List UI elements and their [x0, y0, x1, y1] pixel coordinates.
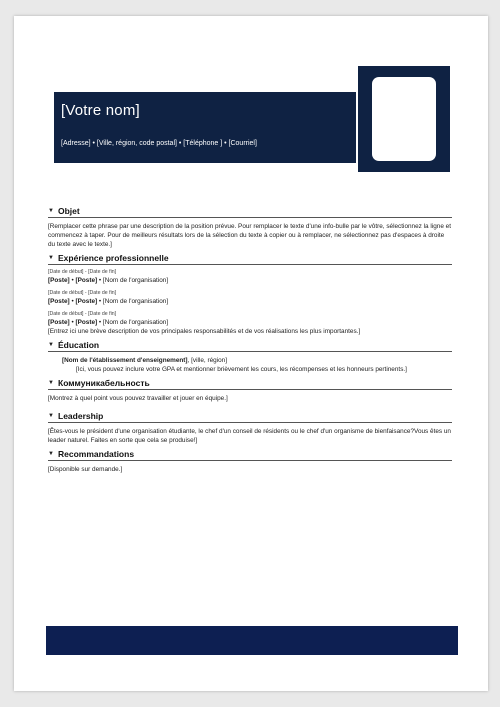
section-text[interactable]: [Montrez à quel point vous pouvez travailler et jouer en équipe.] — [48, 395, 228, 402]
job-title: [Poste] — [75, 319, 98, 326]
job-title: [Poste] — [75, 298, 98, 305]
separator: • — [69, 319, 76, 326]
job-entry — [48, 311, 452, 336]
school-name: [Nom de l'établissement d'enseignement] — [62, 357, 188, 364]
job-entry — [48, 269, 452, 285]
photo-frame — [358, 66, 450, 172]
section-text[interactable]: [Remplacer cette phrase par une description de la position prévue. Pour remplacer le texte d'une info-bulle par le vôtre, sélectionnez la ligne et commencez à taper. Pour de meilleurs résultats lors de la sélection du texte à copier ou à remplacer, ne sélectionnez pas d'espaces à droite du texte avec le texte.] — [48, 223, 451, 248]
job-description[interactable]: [Entrez ici une brève description de vos principales responsabilités et de vos réalisations les plus importantes.] — [48, 328, 361, 335]
section-header[interactable] — [48, 206, 452, 218]
section-title: Objet — [58, 206, 80, 216]
collapse-triangle-icon[interactable]: ▼ — [48, 380, 54, 386]
job-dates[interactable]: [Date de début] - [Date de fin] — [48, 269, 117, 275]
section-header[interactable] — [48, 449, 452, 461]
section-education — [48, 340, 452, 374]
separator: • — [69, 277, 76, 284]
section-text[interactable]: [Disponible sur demande.] — [48, 466, 123, 473]
separator: • — [69, 298, 76, 305]
job-title: [Poste] — [48, 298, 70, 305]
collapse-triangle-icon[interactable]: ▼ — [48, 451, 54, 457]
collapse-triangle-icon[interactable]: ▼ — [48, 413, 54, 419]
header-band — [54, 92, 356, 163]
section-header[interactable] — [48, 253, 452, 265]
job-title: [Poste] — [48, 319, 70, 326]
section-objet — [48, 206, 452, 249]
organization-name: • [Nom de l'organisation] — [97, 277, 169, 284]
section-experience — [48, 253, 452, 336]
school-line[interactable] — [48, 356, 452, 365]
candidate-name[interactable]: [Votre nom] — [61, 102, 140, 119]
photo-placeholder[interactable] — [372, 77, 436, 161]
education-description[interactable]: [Ici, vous pouvez inclure votre GPA et mentionner brièvement les cours, les récompenses et les honneurs pertinents.] — [76, 366, 407, 373]
resume-page — [14, 16, 488, 691]
education-description-wrap — [48, 365, 452, 374]
job-title-line[interactable] — [48, 318, 452, 327]
job-dates[interactable]: [Date de début] - [Date de fin] — [48, 290, 117, 296]
section-leadership — [48, 411, 452, 445]
section-header[interactable] — [48, 340, 452, 352]
section-communication — [48, 378, 452, 403]
job-title-line[interactable] — [48, 297, 452, 306]
organization-name: • [Nom de l'organisation] — [97, 298, 169, 305]
section-title: Expérience professionnelle — [58, 253, 169, 263]
job-title: [Poste] — [75, 277, 98, 284]
resume-content — [48, 206, 452, 478]
contact-line[interactable]: [Adresse] • [Ville, région, code postal] • [Téléphone ] • [Courriel] — [61, 140, 257, 147]
section-recommandations — [48, 449, 452, 474]
organization-name: • [Nom de l'organisation] — [97, 319, 169, 326]
section-title: Коммуникабельность — [58, 378, 150, 388]
section-text[interactable]: [Êtes-vous le président d'une organisation étudiante, le chef d'un conseil de résidents ou le chef d'un organisme de bienfaisance?Vous êtes un leader naturel. Faites en sorte que cela se produise!] — [48, 428, 451, 444]
school-location: , [ville, région] — [187, 357, 227, 364]
section-title: Éducation — [58, 340, 100, 350]
collapse-triangle-icon[interactable]: ▼ — [48, 208, 54, 214]
section-title: Recommandations — [58, 449, 135, 459]
section-header[interactable] — [48, 378, 452, 390]
section-title: Leadership — [58, 411, 104, 421]
section-header[interactable] — [48, 411, 452, 423]
job-dates[interactable]: [Date de début] - [Date de fin] — [48, 311, 117, 317]
job-title: [Poste] — [48, 277, 70, 284]
collapse-triangle-icon[interactable]: ▼ — [48, 255, 54, 261]
job-title-line[interactable] — [48, 276, 452, 285]
collapse-triangle-icon[interactable]: ▼ — [48, 342, 54, 348]
footer-band — [46, 626, 458, 655]
job-entry — [48, 290, 452, 306]
